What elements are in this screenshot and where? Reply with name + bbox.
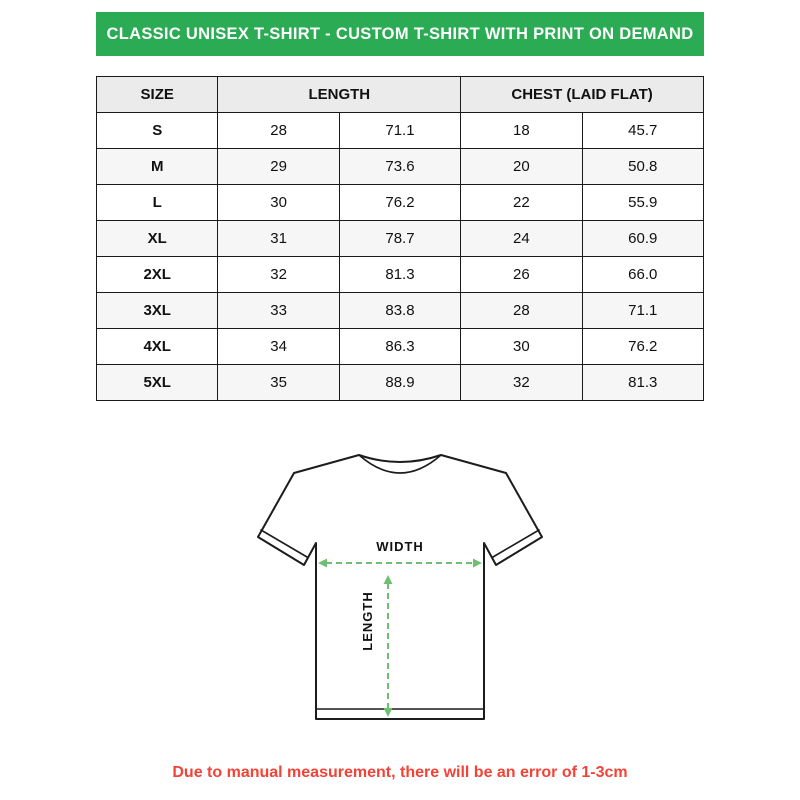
chest-in-value: 30 bbox=[461, 329, 582, 365]
size-label: 3XL bbox=[97, 293, 218, 329]
chest-cm-value: 71.1 bbox=[582, 293, 703, 329]
tshirt-diagram-svg bbox=[250, 443, 550, 733]
length-in-value: 29 bbox=[218, 149, 339, 185]
chest-in-value: 32 bbox=[461, 365, 582, 401]
length-cm-value: 71.1 bbox=[339, 113, 460, 149]
length-in-value: 35 bbox=[218, 365, 339, 401]
col-header-size: SIZE bbox=[97, 77, 218, 113]
size-label: 5XL bbox=[97, 365, 218, 401]
size-label: 2XL bbox=[97, 257, 218, 293]
length-cm-value: 76.2 bbox=[339, 185, 460, 221]
length-cm-value: 88.9 bbox=[339, 365, 460, 401]
chest-in-value: 20 bbox=[461, 149, 582, 185]
table-row bbox=[97, 113, 704, 149]
title-banner bbox=[96, 12, 704, 56]
table-row bbox=[97, 293, 704, 329]
length-in-value: 28 bbox=[218, 113, 339, 149]
width-label: WIDTH bbox=[376, 539, 424, 554]
length-cm-value: 73.6 bbox=[339, 149, 460, 185]
table-row bbox=[97, 257, 704, 293]
length-cm-value: 78.7 bbox=[339, 221, 460, 257]
chest-cm-value: 60.9 bbox=[582, 221, 703, 257]
chest-in-value: 22 bbox=[461, 185, 582, 221]
measurement-error-note: Due to manual measurement, there will be an error of 1-3cm bbox=[172, 764, 628, 781]
chest-cm-value: 76.2 bbox=[582, 329, 703, 365]
length-in-value: 32 bbox=[218, 257, 339, 293]
length-in-value: 34 bbox=[218, 329, 339, 365]
length-in-value: 30 bbox=[218, 185, 339, 221]
table-row bbox=[97, 185, 704, 221]
size-label: 4XL bbox=[97, 329, 218, 365]
tshirt-outline bbox=[258, 455, 542, 719]
size-label: XL bbox=[97, 221, 218, 257]
col-header-chest: CHEST (LAID FLAT) bbox=[461, 77, 704, 113]
table-row bbox=[97, 365, 704, 401]
tshirt-measurement-diagram bbox=[250, 443, 550, 738]
chest-in-value: 24 bbox=[461, 221, 582, 257]
size-label: M bbox=[97, 149, 218, 185]
table-row bbox=[97, 329, 704, 365]
length-label: LENGTH bbox=[360, 591, 375, 651]
length-cm-value: 86.3 bbox=[339, 329, 460, 365]
length-cm-value: 83.8 bbox=[339, 293, 460, 329]
chest-cm-value: 81.3 bbox=[582, 365, 703, 401]
chest-in-value: 26 bbox=[461, 257, 582, 293]
size-label: L bbox=[97, 185, 218, 221]
col-header-length: LENGTH bbox=[218, 77, 461, 113]
chest-cm-value: 50.8 bbox=[582, 149, 703, 185]
size-label: S bbox=[97, 113, 218, 149]
page-title: CLASSIC UNISEX T-SHIRT - CUSTOM T-SHIRT WITH PRINT ON DEMAND bbox=[106, 24, 694, 43]
table-row bbox=[97, 149, 704, 185]
chest-cm-value: 45.7 bbox=[582, 113, 703, 149]
table-row bbox=[97, 221, 704, 257]
length-cm-value: 81.3 bbox=[339, 257, 460, 293]
size-chart-table bbox=[96, 76, 704, 401]
chest-cm-value: 55.9 bbox=[582, 185, 703, 221]
chest-cm-value: 66.0 bbox=[582, 257, 703, 293]
table-header-row bbox=[97, 77, 704, 113]
length-in-value: 31 bbox=[218, 221, 339, 257]
length-in-value: 33 bbox=[218, 293, 339, 329]
chest-in-value: 18 bbox=[461, 113, 582, 149]
chest-in-value: 28 bbox=[461, 293, 582, 329]
